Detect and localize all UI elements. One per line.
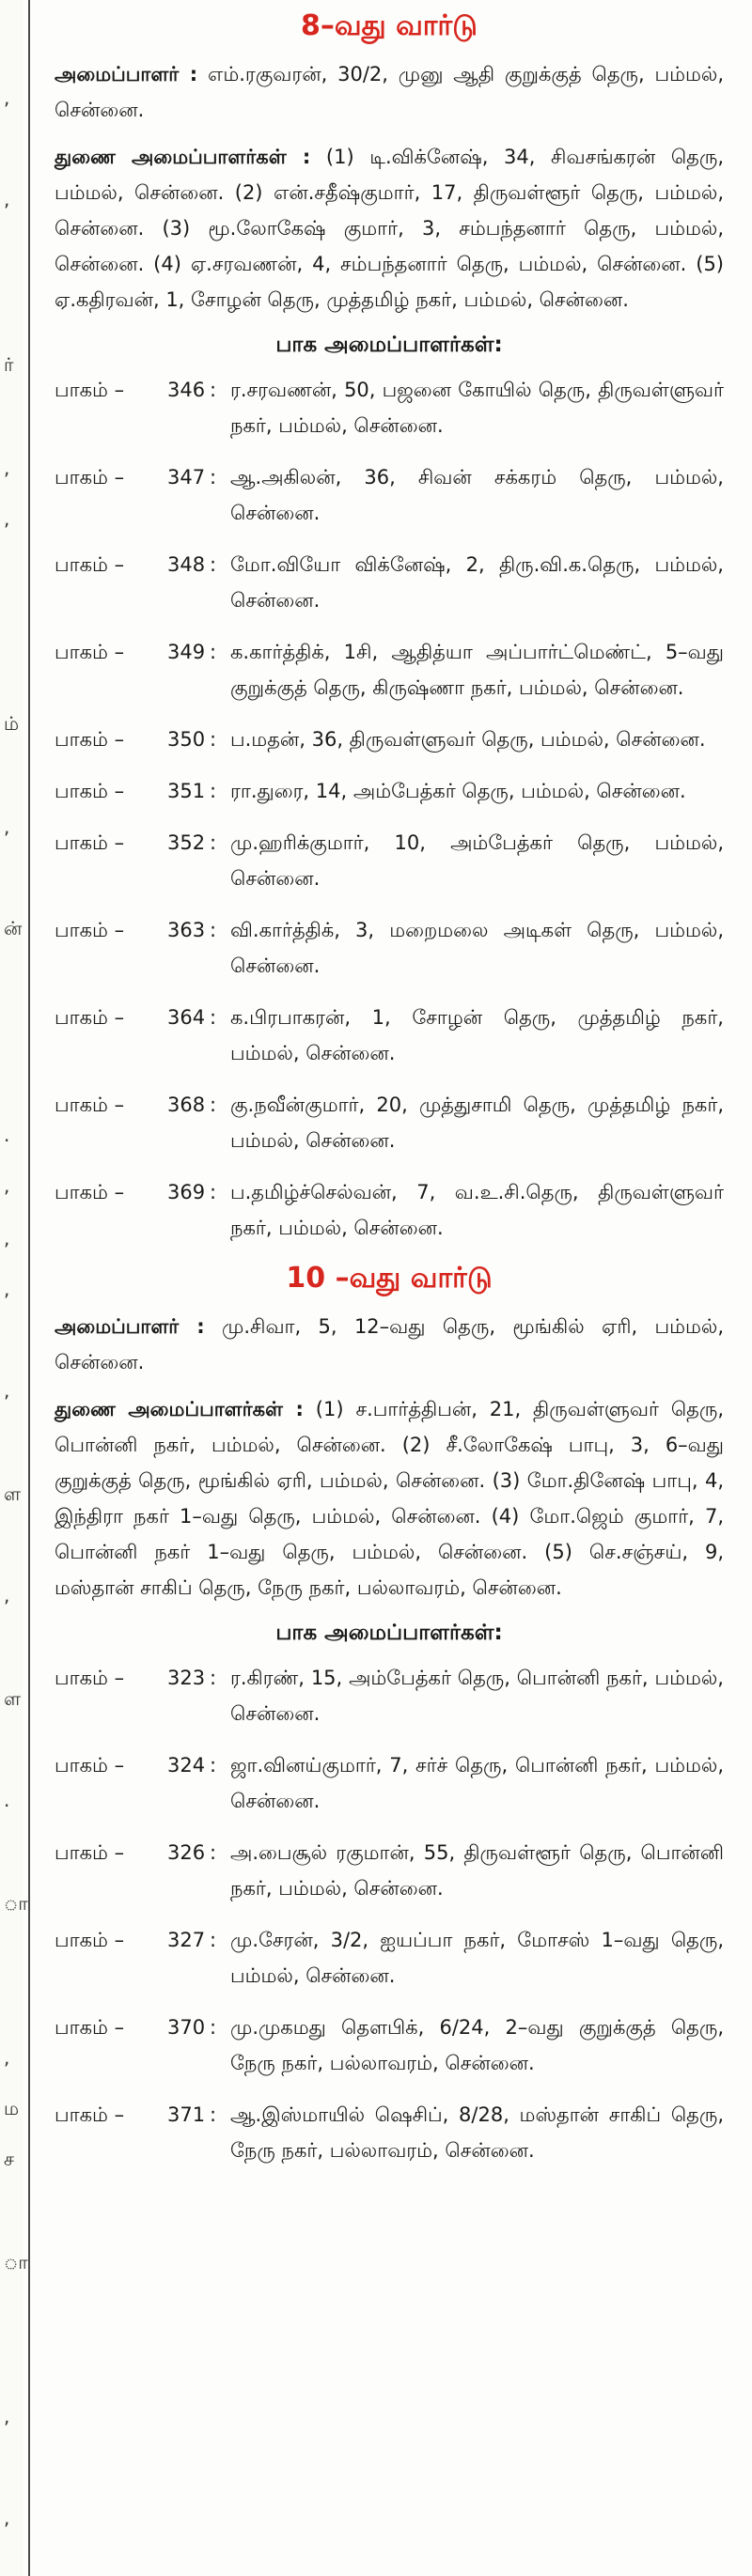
- ward-section: [55, 9, 724, 1246]
- booth-entry: பாகம் – 348 : மோ.வியோ விக்னேஷ், 2, திரு.வி.க.தெரு, பம்மல், சென்னை.: [55, 547, 724, 618]
- organizer-paragraph: [55, 1309, 724, 1380]
- booth-number: 348: [167, 553, 206, 576]
- margin-mark: ,: [4, 2506, 10, 2529]
- booth-number: 371: [167, 2103, 206, 2126]
- booth-entry: பாகம் – 369 : ப.தமிழ்ச்செல்வன், 7, வ.உ.சி.தெரு, திருவள்ளுவர் நகர், பம்மல், சென்னை.: [55, 1174, 724, 1246]
- article-column: [55, 0, 724, 2184]
- booth-text: ப.தமிழ்ச்செல்வன், 7, வ.உ.சி.தெரு, திருவள்ளுவர் நகர், பம்மல், சென்னை.: [230, 1181, 724, 1239]
- margin-mark: ,: [4, 1584, 10, 1606]
- booth-number: 364: [167, 1006, 206, 1029]
- booth-number: 369: [167, 1181, 206, 1203]
- organizer-label: அமைப்பாளர் :: [55, 1315, 205, 1338]
- deputy-text: (1) ச.பார்த்திபன், 21, திருவள்ளுவர் தெரு, பொன்னி நகர், பம்மல், சென்னை. (2) சீ.லோகேஷ் பாபு, 3, 6–வது குறுக்குத் தெரு, மூங்கில் ஏரி, பம்மல், சென்னை. (3) மோ.தினேஷ் பாபு, 4, இந்திரா நகர் 1–வது தெரு, பம்மல், சென்னை. (4) மோ.ஜெம் குமார், 7, பொன்னி நகர் 1–வது தெரு, பம்மல், சென்னை. (5) செ.சஞ்சய், 9, மஸ்தான் சாகிப் தெரு, நேரு நகர், பல்லாவரம், சென்னை.: [55, 1398, 724, 1599]
- booth-number: 350: [167, 728, 206, 751]
- booth-text: கு.நவீன்குமார், 20, முத்துசாமி தெரு, முத்தமிழ் நகர், பம்மல், சென்னை.: [230, 1094, 724, 1152]
- booth-number: 323: [167, 1667, 206, 1689]
- booth-number: 352: [167, 831, 206, 854]
- booth-text: மு.ஹரிக்குமார், 10, அம்பேத்கர் தெரு, பம்மல், சென்னை.: [230, 831, 724, 890]
- booth-text: ஜா.வினய்குமார், 7, சர்ச் தெரு, பொன்னி நகர், பம்மல், சென்னை.: [230, 1754, 724, 1812]
- booth-number: 349: [167, 641, 206, 663]
- margin-mark: ள: [4, 1482, 22, 1505]
- booth-entry: பாகம் – 352 : மு.ஹரிக்குமார், 10, அம்பேத்கர் தெரு, பம்மல், சென்னை.: [55, 825, 724, 896]
- margin-mark: ா: [4, 1892, 28, 1915]
- deputy-paragraph: [55, 1391, 724, 1606]
- booth-text: ர.சரவணன், 50, பஜனை கோயில் தெரு, திருவள்ளுவர் நகர், பம்மல், சென்னை.: [230, 379, 724, 437]
- margin-mark: ,: [4, 2405, 10, 2428]
- margin-mark: ,: [4, 1379, 10, 1402]
- booth-text: ரா.துரை, 14, அம்பேத்கர் தெரு, பம்மல், சென்னை.: [230, 780, 686, 802]
- booth-number: 326: [167, 1841, 206, 1864]
- booth-number: 370: [167, 2016, 206, 2039]
- margin-mark: ர்: [4, 353, 14, 376]
- margin-mark: ,: [4, 188, 10, 210]
- booth-label: பாகம் –: [55, 831, 125, 854]
- booth-number: 327: [167, 1929, 206, 1951]
- booth-entry: பாகம் – 323 : ர.கிரண், 15, அம்பேத்கர் தெரு, பொன்னி நகர், பம்மல், சென்னை.: [55, 1660, 724, 1731]
- booth-text: ஆ.அகிலன், 36, சிவன் சக்கரம் தெரு, பம்மல், சென்னை.: [230, 466, 724, 524]
- booth-label: பாகம் –: [55, 780, 125, 802]
- booth-label: பாகம் –: [55, 1181, 125, 1203]
- margin-mark: ,: [4, 1278, 10, 1300]
- margin-mark: ,: [4, 507, 10, 530]
- organizer-label: அமைப்பாளர் :: [55, 63, 198, 85]
- booth-entry: பாகம் – 350 : ப.மதன், 36, திருவள்ளுவர் தெரு, பம்மல், சென்னை.: [55, 722, 724, 757]
- margin-mark: ச: [4, 2148, 15, 2170]
- booth-number: 351: [167, 780, 206, 802]
- booth-entry: பாகம் – 347 : ஆ.அகிலன், 36, சிவன் சக்கரம் தெரு, பம்மல், சென்னை.: [55, 459, 724, 531]
- booth-entry: பாகம் – 370 : மு.முகமது தௌபிக், 6/24, 2–வது குறுக்குத் தெரு, நேரு நகர், பல்லாவரம், சென்னை.: [55, 2010, 724, 2081]
- booth-label: பாகம் –: [55, 1006, 125, 1029]
- ward-section: [55, 1262, 724, 2168]
- booth-label: பாகம் –: [55, 2016, 125, 2039]
- deputy-label: துணை அமைப்பாளர்கள் :: [55, 1398, 304, 1420]
- organizer-text: எம்.ரகுவரன், 30/2, முனு ஆதி குறுக்குத் தெரு, பம்மல், சென்னை.: [55, 63, 724, 121]
- margin-mark: ,: [4, 815, 10, 838]
- margin-mark: ,: [4, 2046, 10, 2069]
- margin-mark: ள: [4, 1687, 22, 1710]
- booth-number: 346: [167, 379, 206, 401]
- booth-label: பாகம் –: [55, 1667, 125, 1689]
- booth-entry: பாகம் – 326 : அ.பைசூல் ரகுமான், 55, திருவள்ளூர் தெரு, பொன்னி நகர், பம்மல், சென்னை.: [55, 1835, 724, 1906]
- booth-number: 347: [167, 466, 206, 489]
- booth-label: பாகம் –: [55, 553, 125, 576]
- booth-label: பாகம் –: [55, 728, 125, 751]
- margin-mark: .: [4, 1124, 10, 1146]
- booth-label: பாகம் –: [55, 1929, 125, 1951]
- booth-entry: பாகம் – 346 : ர.சரவணன், 50, பஜனை கோயில் தெரு, திருவள்ளுவர் நகர், பம்மல், சென்னை.: [55, 372, 724, 443]
- booth-text: ர.கிரண், 15, அம்பேத்கர் தெரு, பொன்னி நகர், பம்மல், சென்னை.: [230, 1667, 724, 1725]
- margin-mark: ,: [4, 457, 10, 479]
- booth-entry: பாகம் – 324 : ஜா.வினய்குமார், 7, சர்ச் தெரு, பொன்னி நகர், பம்மல், சென்னை.: [55, 1747, 724, 1819]
- ward-title: 10 –வது வார்டு: [286, 1262, 493, 1295]
- booth-label: பாகம் –: [55, 1754, 125, 1777]
- margin-mark: ,: [4, 1174, 10, 1197]
- booth-heading: பாக அமைப்பாளர்கள்:: [275, 1621, 503, 1645]
- booth-text: மோ.வியோ விக்னேஷ், 2, திரு.வி.க.தெரு, பம்மல், சென்னை.: [230, 553, 724, 612]
- deputy-text: (1) டி.விக்னேஷ், 34, சிவசங்கரன் தெரு, பம்மல், சென்னை. (2) என்.சதீஷ்குமார், 17, திருவள்ளூர் தெரு, பம்மல், சென்னை. (3) மூ.லோகேஷ் குமார், 3, சம்பந்தனார் தெரு, பம்மல், சென்னை. (4) ஏ.சரவணன், 4, சம்பந்தனார் தெரு, பம்மல், சென்னை. (5) ஏ.கதிரவன், 1, சோழன் தெரு, முத்தமிழ் நகர், பம்மல், சென்னை.: [55, 146, 724, 311]
- margin-mark: ன்: [4, 917, 23, 939]
- booth-text: க.பிரபாகரன், 1, சோழன் தெரு, முத்தமிழ் நகர், பம்மல், சென்னை.: [230, 1006, 724, 1064]
- booth-entry: பாகம் – 371 : ஆ.இஸ்மாயில் ஷெசிப், 8/28, மஸ்தான் சாகிப் தெரு, நேரு நகர், பல்லாவரம், சென்னை.: [55, 2097, 724, 2168]
- booth-heading: பாக அமைப்பாளர்கள்:: [275, 333, 503, 357]
- booth-text: ஆ.இஸ்மாயில் ஷெசிப், 8/28, மஸ்தான் சாகிப் தெரு, நேரு நகர், பல்லாவரம், சென்னை.: [230, 2103, 724, 2162]
- booth-entry: பாகம் – 349 : க.கார்த்திக், 1சி, ஆதித்யா அப்பார்ட்மெண்ட், 5–வது குறுக்குத் தெரு, கிருஷ்ணா நகர், பம்மல், சென்னை.: [55, 634, 724, 706]
- booth-label: பாகம் –: [55, 641, 125, 663]
- booth-text: மு.முகமது தௌபிக், 6/24, 2–வது குறுக்குத் தெரு, நேரு நகர், பல்லாவரம், சென்னை.: [230, 2016, 724, 2074]
- organizer-paragraph: [55, 56, 724, 128]
- margin-mark: ,: [4, 86, 10, 109]
- booth-entry: பாகம் – 363 : வி.கார்த்திக், 3, மறைமலை அடிகள் தெரு, பம்மல், சென்னை.: [55, 912, 724, 984]
- margin-mark: ம: [4, 2097, 20, 2119]
- booth-label: பாகம் –: [55, 2103, 125, 2126]
- margin-mark: ,: [4, 1227, 10, 1249]
- margin-mark: ம்: [4, 712, 20, 735]
- booth-label: பாகம் –: [55, 1094, 125, 1116]
- booth-entry: பாகம் – 351 : ரா.துரை, 14, அம்பேத்கர் தெரு, பம்மல், சென்னை.: [55, 773, 724, 809]
- booth-entry: பாகம் – 368 : கு.நவீன்குமார், 20, முத்துசாமி தெரு, முத்தமிழ் நகர், பம்மல், சென்னை.: [55, 1087, 724, 1158]
- booth-label: பாகம் –: [55, 466, 125, 489]
- margin-mark: .: [4, 1789, 10, 1811]
- deputy-paragraph: [55, 139, 724, 318]
- booth-entry: பாகம் – 327 : மு.சேரன், 3/2, ஐயப்பா நகர், மோசஸ் 1–வது தெரு, பம்மல், சென்னை.: [55, 1922, 724, 1994]
- booth-text: வி.கார்த்திக், 3, மறைமலை அடிகள் தெரு, பம்மல், சென்னை.: [230, 919, 724, 977]
- ward-title: 8–வது வார்டு: [301, 9, 478, 42]
- booth-number: 324: [167, 1754, 206, 1777]
- booth-label: பாகம் –: [55, 919, 125, 941]
- booth-text: க.கார்த்திக், 1சி, ஆதித்யா அப்பார்ட்மெண்ட், 5–வது குறுக்குத் தெரு, கிருஷ்ணா நகர், பம்மல், சென்னை.: [230, 641, 724, 699]
- booth-label: பாகம் –: [55, 1841, 125, 1864]
- column-divider: [28, 0, 30, 2576]
- booth-text: ப.மதன், 36, திருவள்ளுவர் தெரு, பம்மல், சென்னை.: [230, 728, 706, 751]
- deputy-label: துணை அமைப்பாளர்கள் :: [55, 146, 311, 168]
- previous-column-edge: [0, 0, 28, 2576]
- booth-text: அ.பைசூல் ரகுமான், 55, திருவள்ளூர் தெரு, பொன்னி நகர், பம்மல், சென்னை.: [230, 1841, 724, 1900]
- booth-label: பாகம் –: [55, 379, 125, 401]
- margin-mark: ா: [4, 2251, 28, 2273]
- booth-entry: பாகம் – 364 : க.பிரபாகரன், 1, சோழன் தெரு, முத்தமிழ் நகர், பம்மல், சென்னை.: [55, 1000, 724, 1071]
- booth-number: 368: [167, 1094, 206, 1116]
- organizer-text: மு.சிவா, 5, 12–வது தெரு, மூங்கில் ஏரி, பம்மல், சென்னை.: [55, 1315, 725, 1373]
- booth-text: மு.சேரன், 3/2, ஐயப்பா நகர், மோசஸ் 1–வது தெரு, பம்மல், சென்னை.: [230, 1929, 724, 1987]
- booth-number: 363: [167, 919, 206, 941]
